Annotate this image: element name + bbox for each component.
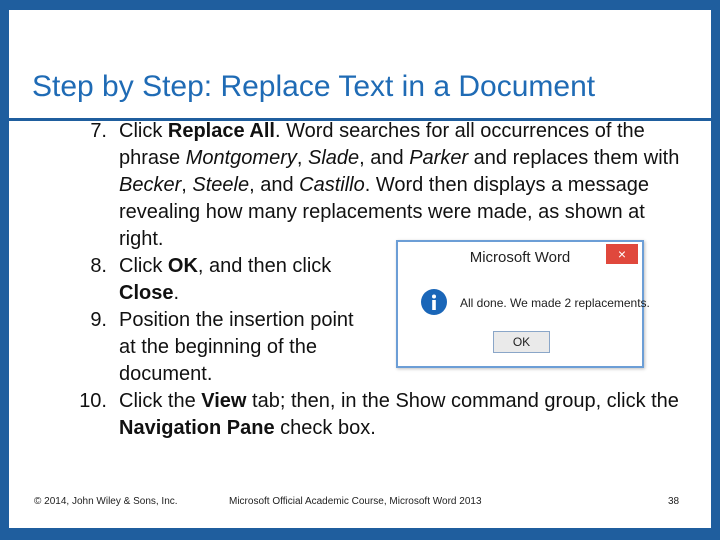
step-7 [9, 118, 711, 253]
footer-copyright: © 2014, John Wiley & Sons, Inc. [34, 496, 178, 507]
step-number: 7. [90, 120, 107, 142]
step-text: Position the insertion point at the beginning of the document. [119, 309, 354, 385]
step-number: 9. [90, 309, 107, 331]
step-number: 8. [90, 255, 107, 277]
slide-title: Step by Step: Replace Text in a Document [32, 70, 596, 103]
info-icon [421, 289, 447, 315]
step-text: Click Replace All. Word searches for all occurrences of the phrase Montgomery, Slade, and Parker and replaces them with Becker, Steele, and Castillo. Word then displays a message revealing how many replacements were made, as shown at right. [119, 120, 680, 250]
ok-button[interactable]: OK [493, 331, 550, 353]
footer-course: Microsoft Official Academic Course, Microsoft Word 2013 [229, 496, 482, 507]
close-button[interactable]: × [606, 244, 638, 264]
step-number: 10. [79, 390, 107, 412]
dialog-title: Microsoft Word [469, 249, 571, 266]
step-text: Click the View tab; then, in the Show command group, click the Navigation Pane check box. [119, 390, 679, 439]
slide [9, 10, 711, 528]
microsoft-word-dialog [396, 240, 650, 368]
page-number: 38 [668, 496, 680, 507]
dialog-titlebar [398, 242, 642, 272]
step-text: Click OK, and then click Close. [119, 255, 332, 304]
dialog-message: All done. We made 2 replacements. [460, 296, 650, 310]
step-10 [9, 388, 711, 442]
